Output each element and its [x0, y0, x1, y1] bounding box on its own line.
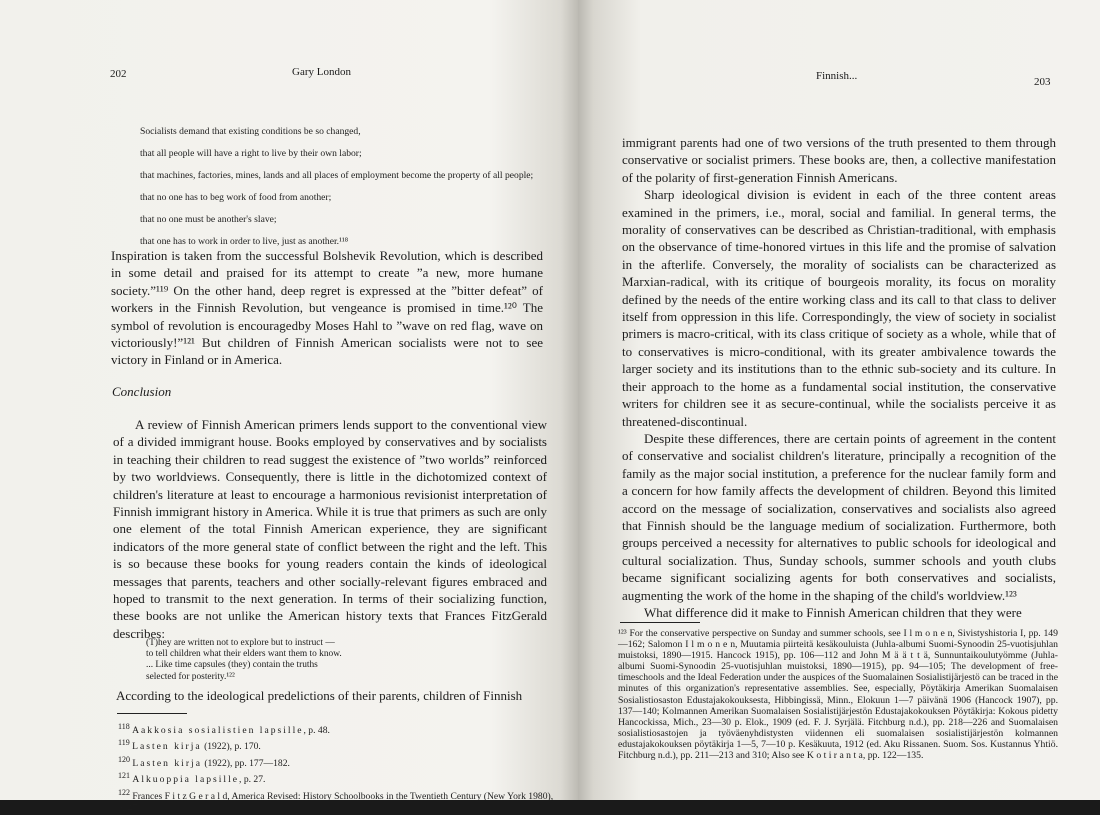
- footnote: [118, 721, 558, 737]
- footnote-title: Lasten kirja: [132, 757, 202, 769]
- quote-line: that no one has to beg work of food from another;: [140, 192, 332, 203]
- block-quote: [146, 638, 506, 683]
- paragraph-text: What difference did it make to Finnish American children that they were: [644, 604, 1022, 620]
- footnote-number: 120: [118, 754, 130, 764]
- footnote-number: 122: [118, 787, 130, 797]
- footnote: [118, 754, 558, 770]
- quoted-list: [140, 126, 560, 254]
- page-number-left: 202: [110, 68, 127, 80]
- footnote-text: , p. 48.: [303, 725, 330, 737]
- footnote-number: 119: [118, 738, 130, 748]
- block-quote-line: (T)hey are written not to explore but to instruct —: [146, 638, 335, 648]
- quote-line: that machines, factories, mines, lands and all places of employment become the property of all people;: [140, 170, 534, 181]
- footnote-rule-right: [620, 622, 700, 623]
- block-quote-line: selected for posterity.¹²²: [146, 671, 235, 682]
- paragraph-revolution: [111, 247, 543, 369]
- footnote-number: 121: [118, 771, 130, 781]
- footnote-right: [618, 628, 1058, 761]
- page-number-right: 203: [1034, 76, 1051, 88]
- footnote: [118, 787, 558, 815]
- paragraph-text: A review of Finnish American primers lends support to the conventional view of a divided immigrant house. Books employed by conservatives and by socialists in teaching their children to read suggest the existence of ”two worlds” reinforced by two worldviews. Consequently, there is little in the dichotomized context of children's literature at least to encourage a harmonious revisionist interpretation of Finnish immigrant history in America. While it is true that primers as such are only one element of the total Finnish American experience, they are significant indicators of the more general state of conflict between the right and the left. This is so because these books for young readers contain the kinds of ideological messages that parents, teachers and other socially-relevant figures embraced and hoped to transmit to the next generation. In terms of their socializing function, these books are not unlike the American history texts that Frances FitzGerald describes:: [113, 417, 547, 641]
- footnotes-left: [118, 721, 558, 815]
- footnote-text: , p. 27.: [239, 774, 266, 786]
- quote-line: that all people will have a right to live by their own labor;: [140, 148, 362, 159]
- footnote-text: (1922), pp. 177—182.: [201, 757, 290, 769]
- footnote: [118, 737, 558, 753]
- block-quote-line: to tell children what their elders want them to know.: [146, 649, 342, 660]
- paragraph-conclusion: [113, 416, 547, 642]
- quote-line: that no one must be another's slave;: [140, 214, 277, 225]
- footnote-text: ¹²³ For the conservative perspective on Sunday and summer schools, see I l m o n e n, Sivistyshistoria I, pp. 149—162; Salomon I l m o n e n, Muutamia piirteitä kesäkouluista (Juhla-albumi Suomi-Synoodin 25-vuotisjuhlan muistoksi, 1890—1915. Hancock 1915), pp. 106—112 and John M ä ä t t ä, Sunnuntaikoulutyömme (Juhla-albumi Suomi-Synoodin 25-vuotisjuhlan muistoksi, 1890—1915), pp. 94—105; The development of free-timeschools and the Ideal Federation under the auspices of the Suomalainen Sosialistijärjestö can be traced in the minutes of this organization's representative assemblies. See, especially, Pöytäkirja Amerikan Suomalaisen Sosialistiosaston Edustajakokouksesta, Hibbingissä, Minn., Elokuun 1—7 päivänä 1906 (Hancock 1907), pp. 137—140; Kolmannen Amerikan Suomalaisen Sosialistijärjestön Edustajakokouksen Pöytäkirja: Kokous pidetty Hancockissa, Mich., 23—30 p. Elok., 1909 (ed. F. J. Syrjälä. Fitchburg n.d.), pp. 218—226 and Suomalaisen sosialistiosastojen ja työväenyhdistysten viidennen eli suomalaisen sosialistijärjestön kolmannen edustajakokouksen pöytäkirja 1—5, 7—10 p. Kesäkuuta, 1912 (ed. Aku Rissanen. Suom. Sos. Kustannus Yhtiö. Fitchburg n.d.), pp. 211—213 and 310; Also see K o t i r a n t a, pp. 122—135.: [618, 628, 1058, 762]
- running-head-right: Finnish...: [816, 70, 858, 82]
- paragraph-text: Despite these differences, there are certain points of agreement in the content of conservative and socialist children's literature, principally a recognition of the family as the major social institution, a preference for the nuclear family form and a concern for how family affects the development of children. Beyond this limited accord on the message of socialization, conservatives and socialists also agreed that Finnish should be the language medium of socialization. Furthermore, both groups perceived a necessity for alternatives to public schools for ideological and cultural socialization. Thus, Sunday schools, summer schools and youth clubs became significant socializing agents for both conservatives and socialists, augmenting the work of the home in the shaping of the child's worldview.¹²³: [622, 430, 1056, 603]
- paragraph-text: Sharp ideological division is evident in each of the three content areas examined in the primers, i.e., moral, social and familial. In general terms, the morality of conservatives can be described as Christian-traditional, with emphasis on the observance of time-honored virtues in this life and the promise of salvation in the afterlife. Conversely, the morality of socialists can be characterized as Marxian-radical, with its critique of bourgeois morality, its focus on morality defined by the needs of the entire working class and its call to that class to deliver itself from oppression in this life. Correspondingly, the view of society in socialist primers is macro-critical, with its class critique of society as a whole, while that of to conservatives is micro-conditional, with its greater ambivalence towards the larger society and its institutions than to the ethnic sub-society and its culture. In their approach to the home as a fundamental social institution, the conservative writers for children see it as secure-continual, while the socialists perceive it as threatened-discontinual.: [622, 187, 1056, 429]
- paragraph-text: immigrant parents had one of two versions of the truth presented to them through conservative or socialist primers. These books are, then, a collective manifestation of the polarity of first-generation Finnish Americans.: [622, 135, 1056, 185]
- footnote-title: Aakkosia sosialistien lapsille: [132, 725, 304, 737]
- footnote-title: Lasten kirja: [132, 741, 202, 753]
- footnote-title: Alkuoppia lapsille: [132, 774, 240, 786]
- quote-line: Socialists demand that existing conditions be so changed,: [140, 126, 361, 137]
- section-heading: Conclusion: [112, 384, 172, 399]
- paragraph-text: Inspiration is taken from the successful Bolshevik Revolution, which is described in some detail and praised for its attempt to create ”a new, more humane society.”¹¹⁹ On the other hand, deep regret is expressed at the ”bitter defeat” of workers in the Finnish Revolution, but vengeance is promised in time.¹²⁰ The symbol of revolution is encouragedby Moses Hahl to ”wave on red flag, wave on victoriously!”¹²¹ But children of Finnish American socialists were not to see victory in Finland or in America.: [111, 248, 543, 368]
- footnote-text: Frances F i t z G e r a l d, America Revised: History Schoolbooks in the Twentieth Century (New York 1980), p. 47.: [118, 790, 554, 814]
- paragraph-continuation: According to the ideological predelictions of their parents, children of Finnish: [116, 688, 523, 703]
- footnote-text: (1922), p. 170.: [201, 741, 261, 753]
- footnote-rule: [117, 713, 187, 714]
- quote-line: that one has to work in order to live, just as another.¹¹⁸: [140, 236, 349, 247]
- running-head-left: Gary London: [292, 66, 351, 78]
- block-quote-line: ... Like time capsules (they) contain the truths: [146, 660, 318, 671]
- right-body: [622, 134, 1056, 621]
- footnote-number: 118: [118, 722, 130, 731]
- footnote: [118, 770, 558, 786]
